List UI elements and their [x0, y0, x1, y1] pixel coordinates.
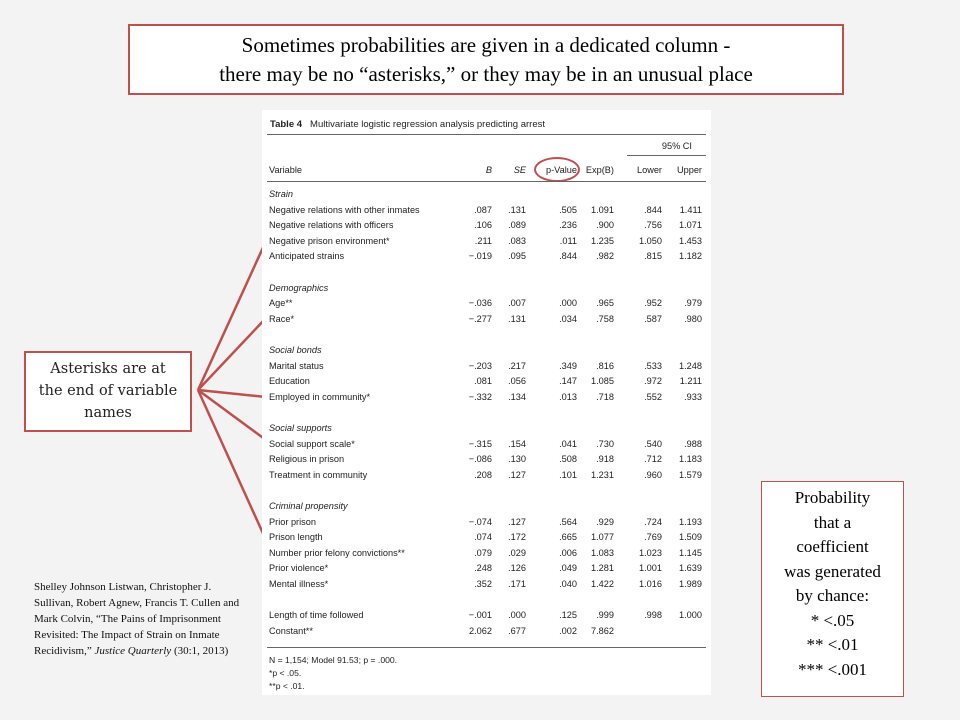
citation-main: Shelley Johnson Listwan, Christopher J. Sullivan, Robert Agnew, Francis T. Cullen and Mark Colvin, “The Pains of Imprisonment Revisited: The Impact of Strain on Inmate Recidivism,” [34, 581, 240, 657]
variable-name: Education [269, 376, 310, 387]
table-cell: 1.422 [591, 579, 614, 589]
table-cell: .960 [644, 469, 662, 480]
table-cell: .665 [559, 532, 577, 543]
table-cell: 1.085 [591, 376, 614, 387]
table-cell: .816 [596, 360, 614, 371]
table-cell: .587 [644, 313, 662, 324]
probability-callout-line-6: * <.05 [810, 610, 855, 630]
header-se: SE [513, 165, 526, 175]
table-cell: .074 [474, 532, 492, 543]
section-heading: Strain [269, 189, 294, 199]
section-heading: Social bonds [269, 345, 322, 355]
table-cell: .248 [474, 563, 492, 574]
table-cell: .918 [596, 454, 614, 465]
variable-name: Prior prison [269, 516, 316, 527]
citation-journal: Justice Quarterly [94, 645, 172, 657]
variable-name: Treatment in community [269, 469, 368, 480]
table-cell: .106 [474, 220, 492, 231]
table-title [270, 119, 545, 130]
table-cell: .236 [559, 220, 577, 231]
table-cell: .127 [508, 516, 526, 527]
table-cell: 1.231 [591, 469, 614, 480]
ci-rule [627, 155, 706, 156]
table-cell: .952 [644, 298, 662, 309]
section-heading: Social supports [269, 423, 332, 433]
table-cell: .101 [559, 469, 577, 480]
table-cell: .982 [596, 251, 614, 262]
table-cell: −.001 [468, 610, 492, 621]
table-cell: 1.281 [591, 563, 614, 574]
table-cell: −.332 [468, 391, 492, 402]
table-cell: 1.509 [679, 532, 702, 543]
probability-callout [761, 481, 904, 697]
variable-name: Negative relations with other inmates [269, 204, 420, 215]
table-cell: .988 [684, 438, 702, 449]
table-cell: .677 [508, 625, 526, 636]
table-rule-top [267, 134, 706, 135]
table-cell: .127 [508, 469, 526, 480]
table-note: **p < .01. [269, 681, 305, 692]
table-cell: .756 [644, 220, 662, 231]
table-cell: .131 [508, 204, 526, 215]
probability-callout-line-8: *** <.001 [797, 659, 868, 679]
table-cell: 1.411 [679, 204, 702, 215]
table-cell: −.277 [468, 313, 492, 324]
variable-name: Marital status [269, 360, 324, 371]
table-cell: .172 [508, 532, 526, 543]
header-lower: Lower [636, 165, 662, 175]
table-cell: .217 [508, 360, 526, 371]
table-cell: .007 [508, 298, 526, 309]
table-cell: .049 [559, 563, 577, 574]
header-expb: Exp(B) [585, 165, 614, 175]
variable-name: Constant** [269, 625, 313, 636]
table-cell: .211 [474, 235, 492, 246]
table-cell: .154 [508, 438, 526, 449]
table-cell: .508 [559, 454, 577, 465]
table-cell: −.203 [468, 360, 492, 371]
header-b: B [485, 165, 492, 175]
variable-name: Mental illness* [269, 579, 329, 589]
table-cell: .000 [508, 610, 526, 621]
table-cell: .758 [596, 313, 614, 324]
table-rule-bottom [267, 647, 706, 648]
table-cell: .011 [559, 235, 577, 246]
title-line-2: there may be no “asterisks,” or they may be in an unusual place [219, 62, 753, 86]
table-cell: .505 [559, 204, 577, 215]
citation [34, 579, 250, 659]
table-cell: .041 [559, 438, 577, 449]
variable-name: Employed in community* [269, 391, 371, 402]
table-cell: 1.016 [639, 579, 662, 589]
asterisks-callout-line-2: the end of variable [38, 383, 178, 399]
header-variable: Variable [269, 165, 303, 175]
table-cell: 1.182 [679, 251, 702, 262]
connector-line-race [198, 318, 266, 390]
slide-title [128, 24, 844, 95]
variable-name: Negative relations with officers [269, 220, 394, 231]
table-cell: .171 [508, 579, 526, 589]
table-cell: 1.579 [679, 469, 702, 480]
table-cell: 1.000 [679, 610, 702, 621]
table-cell: .134 [508, 391, 526, 402]
variable-name: Length of time followed [269, 610, 364, 621]
table-cell: 1.235 [591, 235, 614, 246]
table-cell: .972 [644, 376, 662, 387]
table-cell: .999 [596, 610, 614, 621]
table-cell: .029 [508, 547, 526, 558]
table-cell: .712 [644, 454, 662, 465]
table-note: N = 1,154; Model 91.53; p = .000. [269, 655, 398, 666]
probability-callout-line-7: ** <.01 [806, 635, 859, 654]
variable-name: Race* [269, 313, 295, 324]
title-line-1: Sometimes probabilities are given in a dedicated column - [241, 33, 731, 57]
table-cell: 1.071 [679, 220, 702, 231]
table-cell: 7.862 [591, 625, 614, 636]
table-cell: .979 [684, 298, 702, 309]
table-cell: .564 [559, 516, 577, 527]
table-cell: .130 [508, 454, 526, 465]
table-cell: .208 [474, 469, 492, 480]
variable-name: Anticipated strains [269, 251, 345, 262]
table-cell: .533 [644, 360, 662, 371]
table-cell: −.074 [468, 516, 492, 527]
table-cell: −.315 [468, 438, 492, 449]
table-cell: 1.193 [679, 516, 702, 527]
connector-line-prison-environment [198, 241, 266, 390]
variable-name: Negative prison environment* [269, 235, 390, 246]
table-cell: 1.023 [639, 547, 662, 558]
table-cell: .900 [596, 220, 614, 231]
table-cell: 1.248 [679, 360, 702, 371]
asterisks-callout-line-3: names [84, 405, 132, 421]
table-cell: 1.183 [679, 454, 702, 465]
variable-name: Age** [269, 298, 293, 309]
table-cell: .724 [644, 516, 662, 527]
table-cell: .087 [474, 204, 492, 215]
table-cell: 1.091 [591, 204, 614, 215]
variable-name: Number prior felony convictions** [269, 547, 405, 558]
regression-table [262, 110, 711, 695]
table-cell: .552 [644, 391, 662, 402]
table-cell: .769 [644, 532, 662, 543]
table-cell: .034 [559, 313, 577, 324]
table-number: Table 4 [270, 119, 303, 130]
probability-callout-line-2: that a [813, 512, 852, 532]
table-cell: −.036 [468, 298, 492, 309]
section-heading: Criminal propensity [269, 501, 348, 511]
table-cell: .730 [596, 438, 614, 449]
table-cell: .083 [508, 235, 526, 246]
table-cell: .126 [508, 563, 526, 574]
variable-name: Prior violence* [269, 563, 329, 574]
table-cell: .089 [508, 220, 526, 231]
table-cell: .056 [508, 376, 526, 387]
probability-callout-line-1: Probability [794, 488, 871, 507]
table-note: *p < .05. [269, 668, 302, 679]
table-cell: .006 [559, 547, 577, 558]
table-cell: .002 [559, 625, 577, 636]
table-cell: .965 [596, 298, 614, 309]
variable-name: Religious in prison [269, 454, 345, 465]
connector-line-felony [198, 390, 266, 540]
probability-callout-line-5: by chance: [795, 586, 870, 605]
ci-header: 95% CI [661, 141, 692, 151]
table-cell: 2.062 [469, 625, 492, 636]
table-cell: 1.639 [679, 563, 702, 574]
table-cell: .081 [474, 376, 492, 387]
table-cell: −.019 [468, 251, 492, 262]
table-cell: 1.989 [679, 579, 702, 589]
table-cell: .540 [644, 438, 662, 449]
table-cell: 1.083 [591, 547, 614, 558]
probability-callout-line-4: was generated [784, 561, 881, 581]
table-cell: .998 [644, 610, 662, 621]
table-cell: .815 [644, 251, 662, 262]
table-cell: .147 [559, 376, 577, 387]
variable-name: Prison length [269, 532, 323, 543]
asterisks-callout [24, 351, 192, 432]
table-cell: −.086 [468, 454, 492, 465]
header-upper: Upper [676, 165, 702, 175]
probability-callout-line-3: coefficient [796, 537, 869, 556]
table-cell: .040 [559, 579, 577, 589]
table-cell: 1.001 [639, 563, 662, 574]
table-cell: .718 [596, 391, 614, 402]
table-cell: .844 [644, 204, 662, 215]
variable-name: Social support scale* [269, 438, 355, 449]
table-cell: 1.145 [679, 547, 702, 558]
table-cell: .349 [559, 360, 577, 371]
table-cell: .844 [559, 251, 577, 262]
citation-tail: (30:1, 2013) [173, 645, 229, 657]
table-cell: .000 [559, 298, 577, 309]
header-pvalue: p-Value [546, 165, 577, 175]
table-cell: 1.211 [679, 376, 702, 387]
table-cell: .125 [559, 610, 577, 621]
table-cell: 1.453 [679, 235, 702, 246]
table-cell: .079 [474, 547, 492, 558]
table-cell: .933 [684, 391, 702, 402]
table-cell: 1.050 [639, 235, 662, 246]
table-cell: .131 [508, 313, 526, 324]
section-heading: Demographics [269, 282, 329, 293]
table-cell: .013 [559, 391, 577, 402]
table-cell: .929 [596, 516, 614, 527]
table-cell: 1.077 [591, 532, 614, 543]
table-cell: .980 [684, 313, 702, 324]
asterisks-callout-line-1: Asterisks are at [50, 361, 166, 377]
table-cell: .095 [508, 251, 526, 262]
table-cell: .352 [474, 579, 492, 589]
table-rule-header [267, 181, 706, 182]
table-caption: Multivariate logistic regression analysis predicting arrest [310, 119, 545, 130]
